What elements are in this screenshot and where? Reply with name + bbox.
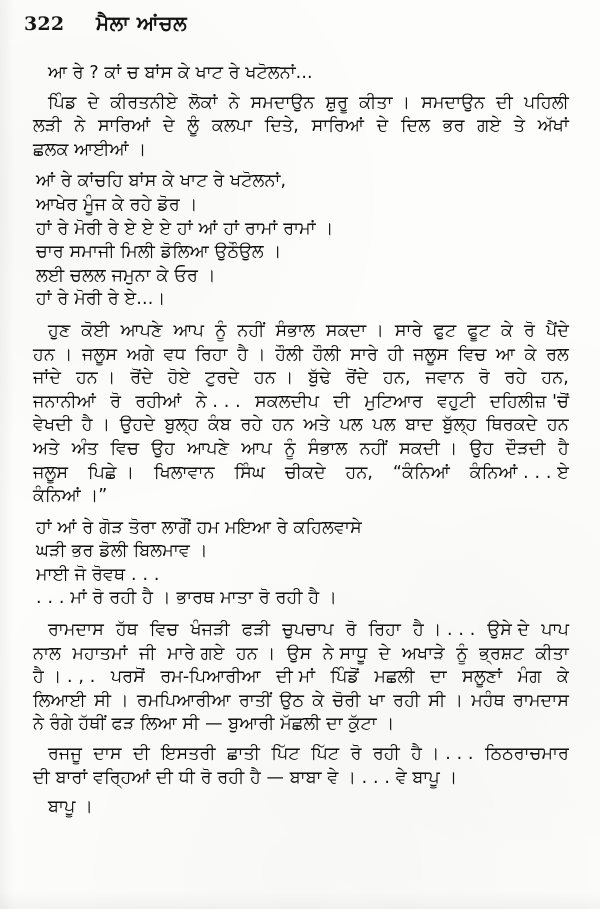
text-line bbox=[33, 391, 569, 415]
text-word: ਬੁੱਢੇ bbox=[308, 368, 331, 389]
text-word: ਜਵਾਨ bbox=[425, 368, 465, 389]
text-word: ਉਠ bbox=[279, 690, 304, 711]
text-word: ਬੁਲ੍ਹ bbox=[164, 415, 199, 436]
text-line bbox=[33, 743, 569, 767]
text-word: ਅੰਤ bbox=[71, 438, 99, 459]
text-word: ਹੈ । . . . bbox=[412, 620, 476, 641]
text-word: ਮਹੰਥ bbox=[471, 690, 505, 711]
text-word: ਅਖਾੜੇ bbox=[401, 643, 445, 664]
text-word: ਨਹੀਂ bbox=[359, 438, 387, 459]
text-word: ਹਨ, bbox=[383, 368, 411, 389]
text-word: ਕੰਬ bbox=[207, 415, 231, 436]
text-word: ਠਿਠਰਾਚਮਾਰ bbox=[484, 744, 569, 765]
text-word: ਇਸਤਰੀ bbox=[161, 744, 216, 765]
text-word: ਕੀਤਾ । bbox=[359, 92, 411, 113]
text-word: ਨੇ . . . bbox=[195, 391, 241, 412]
text-word: ਸਕਲਦੀਪ bbox=[255, 391, 319, 412]
text-word: ਵਿਚ bbox=[149, 620, 179, 641]
text-line bbox=[33, 462, 569, 486]
text-word: ਪਿਛੇ । bbox=[88, 462, 135, 483]
text-word: ਕਲਪਾ bbox=[211, 116, 253, 137]
scan-edge-shadow-left bbox=[0, 0, 14, 909]
text-line: ਆ ਰੇ ? ਕਾਂ ਚ ਬਾਂਸ ਕੇ ਖਾਟ ਰੇ ਖਟੋਲਨਾਂ... bbox=[48, 63, 313, 83]
text-word: ਦਹਿਲੀਜ਼ 'ਚੋਂ bbox=[489, 391, 569, 412]
text-word: ਮਾਰੇ ਗਏ bbox=[167, 643, 225, 664]
text-line: ਬਾਪੂ । bbox=[48, 797, 93, 818]
text-word: ਉਸੇ ਦੇ bbox=[487, 620, 530, 641]
text-word: ਹੁਣ bbox=[48, 320, 71, 341]
block-spacer bbox=[33, 509, 569, 517]
verse-line: ਆਂ ਰੇ ਕਾਂਚਹਿ ਬਾਂਸ ਕੇ ਖਾਟ ਰੇ ਖਟੋਲਨਾਂ, bbox=[36, 171, 287, 192]
text-word: ਪਰਸੋਂ bbox=[110, 667, 145, 688]
text-word: ਰਿਹਾ bbox=[368, 620, 401, 641]
text-word: ਹੋਏ bbox=[167, 368, 191, 389]
text-word: ਸਕਦੀ । bbox=[399, 438, 458, 459]
text-word: ਦੀ ਮਾਂ bbox=[276, 667, 316, 688]
text-line: ਛਲਕ ਆਈਆਂ । bbox=[33, 139, 147, 160]
text-word: ਉਹਦੇ bbox=[119, 415, 155, 436]
text-word: ਹੈ । . . . bbox=[411, 744, 474, 765]
text-word: ਰਹੇ bbox=[240, 415, 263, 436]
block-spacer bbox=[33, 162, 569, 170]
text-word: ਨੂੰ bbox=[214, 320, 227, 341]
text-word: ਕੋਈ bbox=[81, 320, 110, 341]
verse-line: ਹਾਂ ਰੇ ਮੋਰੀ ਰੇ ਏ ਏ ਏ ਹਾਂ ਆਂ ਹਾਂ ਰਾਮਾਂ ਰਾਮਾਂ । bbox=[36, 218, 334, 239]
text-word: ਦਿਲ bbox=[400, 116, 431, 137]
text-line bbox=[33, 344, 569, 368]
text-word: ਸਾਰਿਆਂ bbox=[311, 116, 364, 137]
text-word: ਉਹ bbox=[151, 438, 175, 459]
text-word: ਰਹੇ bbox=[504, 368, 527, 389]
text-word: ਦੌੜਦੀ bbox=[505, 438, 546, 459]
text-word: ਪੈਂਦੇ bbox=[545, 320, 569, 341]
text-word: ਉਹ bbox=[469, 438, 494, 459]
text-word: ਰੋਂਦੇ bbox=[345, 368, 369, 389]
text-line bbox=[33, 92, 569, 116]
text-word: ਪਿੱਟ bbox=[310, 744, 340, 765]
text-word: ਅਤੇ bbox=[303, 415, 330, 436]
verse-line: ਮਾਈ ਜੋ ਰੋਵਥ . . . bbox=[36, 564, 160, 585]
text-word: ਹਨ bbox=[272, 415, 294, 436]
text-word: ਸਮਦਾਉਨ bbox=[421, 92, 485, 113]
text-word: ਰਜਜੂ bbox=[48, 744, 82, 765]
text-word: ਪਿੱਟ bbox=[271, 744, 300, 765]
text-word: ਹੈ । bbox=[81, 415, 111, 436]
text-word: ਬਾਦ bbox=[405, 415, 433, 436]
text-word: ਹਨ bbox=[546, 415, 569, 436]
text-word: ਸੰਭਾਲ bbox=[308, 438, 348, 459]
text-word: ਹਨ । bbox=[253, 368, 294, 389]
text-word: ਰੋ bbox=[345, 620, 357, 641]
text-word: ਸਕਦਾ । bbox=[325, 320, 384, 341]
text-word: ਪਾਪ bbox=[541, 620, 569, 641]
text-word: ਰੋ bbox=[524, 320, 535, 341]
text-word: ਦੀ bbox=[333, 391, 351, 412]
text-word: ਕੰਨਿਆਂ . . . ਏ bbox=[469, 462, 569, 483]
text-word: ਦੀ bbox=[496, 92, 513, 113]
text-word: ਕੀਰਤਨੀਏ bbox=[110, 92, 178, 113]
text-word: ਸਲੂਣਾਂ bbox=[462, 667, 503, 688]
text-word: ਫੁਟ bbox=[433, 320, 457, 341]
running-head bbox=[0, 13, 600, 43]
text-word: ਸਾਰੇ bbox=[394, 320, 423, 341]
text-word: ਰਾਮਦਾਸ bbox=[513, 690, 569, 711]
block-spacer bbox=[33, 611, 569, 619]
text-word: ਹੌਲੀ bbox=[275, 344, 304, 365]
text-word: ਰੋਂਦੇ bbox=[130, 368, 153, 389]
text-word: ਕੇ bbox=[556, 667, 569, 688]
text-word: ਹੌਲੀ bbox=[312, 344, 341, 365]
text-line bbox=[33, 414, 569, 438]
verse-line: ਘੜੀ ਭਰ ਡੋਲੀ ਬਿਲਮਾਵ । bbox=[36, 541, 208, 562]
text-word: ਅਗੇ bbox=[126, 344, 155, 365]
text-word: ਨੇ bbox=[74, 116, 86, 137]
text-word: ਰਹੀ bbox=[393, 690, 421, 711]
text-word: ਹੈ । bbox=[237, 344, 266, 365]
text-word: ਚੀਕਦੇ bbox=[284, 462, 326, 483]
text-line bbox=[33, 320, 569, 344]
paragraph-block bbox=[33, 796, 569, 820]
paragraph-block bbox=[33, 743, 569, 790]
text-word: ਰਹੀਆਂ bbox=[135, 391, 182, 412]
verse-block bbox=[33, 170, 569, 312]
text-word: ਦੇ bbox=[376, 116, 389, 137]
text-word: ਸੰਭਾਲ bbox=[275, 320, 315, 341]
text-word: ਰੋ bbox=[110, 391, 122, 412]
text-word: ਜਲੂਸ bbox=[81, 344, 118, 365]
text-line: ਨੇ ਰੰਗੇ ਹੱਥੀਂ ਫੜ ਲਿਆ ਸੀ — ਬੁਆਰੀ ਮੱਛਲੀ ਦਾ ਕੁੱਟਾ । bbox=[33, 714, 395, 735]
text-word: ਰਮ-ਪਿਆਰੀਆ bbox=[160, 667, 261, 688]
text-word: ਦੇ bbox=[87, 92, 100, 113]
text-word: ਪਹਿਲੀ bbox=[523, 92, 569, 113]
verse-line: . . . ਮਾਂ ਰੋ ਰਹੀ ਹੈ । ਭਾਰਥ ਮਾਤਾ ਰੋ ਰਹੀ ਹੈ । bbox=[36, 588, 337, 609]
text-word: ਰੋ bbox=[350, 744, 362, 765]
text-line bbox=[33, 690, 569, 714]
text-word: ਸਿੰਘ bbox=[234, 462, 265, 483]
text-word: ਵਧ bbox=[163, 344, 186, 365]
text-word: ਜਲੂਸ bbox=[413, 344, 449, 365]
text-word: ਛਾਤੀ bbox=[227, 744, 261, 765]
verse-line: ਹਾਂ ਆਂ ਰੇ ਗੋੜ ਤੋਰਾ ਲਾਗੌਂ ਹਮ ਮਇਆ ਰੇ ਕਹਿਲਵਾਸੇ bbox=[36, 517, 362, 538]
text-word: ਜਾਂਦੇ bbox=[33, 368, 62, 389]
text-line bbox=[33, 367, 569, 391]
text-word: ਸਾਰੇ bbox=[350, 344, 378, 365]
text-word: ਦਾਸ bbox=[93, 744, 122, 765]
text-word: ਰਾਤੀਂ bbox=[238, 690, 272, 711]
text-word: ਚੁਪਚਾਪ bbox=[282, 620, 334, 641]
text-word: ਦੀ bbox=[132, 744, 150, 765]
paragraph-block bbox=[33, 62, 569, 86]
text-word: ਮਛਲੀ bbox=[374, 667, 415, 688]
text-word: ਜੀ bbox=[139, 643, 156, 664]
text-word: ਹਨ, bbox=[541, 368, 569, 389]
text-word: ਸਾਰਿਆਂ bbox=[97, 116, 151, 137]
text-word: ਰਾਮਦਾਸ bbox=[48, 620, 104, 641]
text-word: ਦਾ bbox=[430, 667, 447, 688]
text-word: ਕੇ bbox=[312, 690, 325, 711]
text-word: ਰਿਹਾ bbox=[195, 344, 228, 365]
text-word: ਉਸ bbox=[286, 643, 312, 664]
text-word: ਹਨ, bbox=[345, 462, 374, 483]
text-line: ਕੰਨਿਆਂ ।” bbox=[33, 486, 108, 507]
text-line bbox=[33, 666, 569, 690]
text-word: ਲੋਕਾਂ bbox=[188, 92, 218, 113]
text-word: ਹੈ । . , . bbox=[33, 667, 96, 688]
text-word: ਆਪਣੇ bbox=[187, 438, 230, 459]
text-word: ਜਨਾਨੀਆਂ bbox=[33, 391, 96, 412]
text-word: ਆਪ bbox=[173, 320, 204, 341]
paragraph-block bbox=[33, 92, 569, 163]
text-word: ਆ bbox=[495, 344, 515, 365]
text-word: ਨਾਲ bbox=[33, 643, 61, 664]
text-word: ਚੋਰੀ bbox=[332, 690, 361, 711]
text-word: ਕੇ bbox=[501, 320, 514, 341]
text-word: ਪਲ bbox=[372, 415, 396, 436]
verse-line: ਲਈ ਚਲਲ ਜਮੁਨਾ ਕੇ ਓਰ । bbox=[36, 265, 216, 286]
text-line: ਦੀ ਬਾਰਾਂ ਵਰ੍ਹਿਆਂ ਦੀ ਧੀ ਰੋ ਰਹੀ ਹੈ — ਬਾਬਾ ਵੇ । . . . ਵੇ ਬਾਪੂ । bbox=[33, 767, 458, 788]
text-word: ਸ਼ੁਰੂ bbox=[325, 92, 349, 113]
text-word: ਨੇ ਸਾਧੂ bbox=[322, 643, 368, 664]
text-word: ਆਪਣੇ bbox=[120, 320, 163, 341]
text-word: ਨਹੀਂ bbox=[237, 320, 265, 341]
paragraph-block bbox=[33, 320, 569, 509]
text-word: ਦੇ bbox=[378, 643, 391, 664]
text-word: ਗਏ bbox=[477, 116, 502, 137]
text-word: ਦਿਤੇ, bbox=[264, 116, 299, 137]
text-word: ਭਰ bbox=[442, 116, 465, 137]
text-word: ਨੂੰ bbox=[284, 438, 296, 459]
text-word: ਖਾ bbox=[368, 690, 385, 711]
text-word: ਸਮਦਾਉਨ bbox=[250, 92, 315, 113]
verse-line: ਆਖੇਰ ਮੂੰਜ ਕੇ ਰਹੇ ਡੋਰ । bbox=[36, 194, 198, 215]
text-word: ਮਹਾਤਮਾਂ bbox=[72, 643, 128, 664]
text-word: ਵਿਚ bbox=[110, 438, 139, 459]
text-line bbox=[33, 619, 569, 643]
text-word: ਲਿਆਈ bbox=[33, 690, 86, 711]
text-word: ਖਿਲਾਵਾਨ bbox=[153, 462, 215, 483]
text-word: ਮੰਗ bbox=[517, 667, 542, 688]
text-word: ਫੂਟ bbox=[467, 320, 491, 341]
text-word: ਰਹੀ bbox=[372, 744, 400, 765]
text-word: ਸੀ । bbox=[94, 690, 129, 711]
text-word: ਜਲੂਸ bbox=[33, 462, 69, 483]
text-word: ਮੁਟਿਆਰ bbox=[364, 391, 423, 412]
text-word: ਸੀ । bbox=[428, 690, 463, 711]
text-word: ਥਿਰਕਦੇ bbox=[485, 415, 538, 436]
text-word: ਬੁੱਲ੍ਹ bbox=[442, 415, 477, 436]
text-word: ਹੀ bbox=[387, 344, 404, 365]
verse-line: ਹਾਂ ਰੇ ਮੋਰੀ ਰੇ ਏ...। bbox=[36, 289, 166, 310]
text-word: ਟੁਰਦੇ bbox=[205, 368, 240, 389]
text-line bbox=[33, 115, 569, 139]
block-spacer bbox=[33, 312, 569, 320]
scan-edge-shadow-bottom bbox=[0, 891, 600, 909]
text-word: ਅਤੇ bbox=[33, 438, 60, 459]
text-word: ਹਨ । bbox=[33, 344, 73, 365]
text-word: ਕੇ bbox=[524, 344, 537, 365]
text-word: ਪਲ bbox=[339, 415, 363, 436]
text-word: ਵਹੁਟੀ bbox=[437, 391, 476, 412]
text-word: ਲੜੀ bbox=[33, 116, 62, 137]
text-word: ਦੇ bbox=[162, 116, 175, 137]
text-word: ਨੂੰ bbox=[456, 643, 468, 664]
verse-block bbox=[33, 517, 569, 611]
text-word: ਨੇ bbox=[228, 92, 240, 113]
text-word: ਆਪ bbox=[241, 438, 272, 459]
text-line bbox=[33, 643, 569, 667]
text-word: ਤੇ bbox=[513, 116, 526, 137]
text-line bbox=[33, 438, 569, 462]
text-word: ਪਿੰਡੋਂ bbox=[330, 667, 359, 688]
text-word: ਵੇਖਦੀ bbox=[33, 415, 73, 436]
verse-line: ਚਾਰ ਸਮਾਜੀ ਮਿਲੀ ਡੋਲਿਆ ਉਠੌਉਲ । bbox=[36, 242, 282, 263]
text-word: ਵਿਚ bbox=[457, 344, 487, 365]
text-word: ਕੀਤਾ bbox=[535, 643, 569, 664]
text-word: ਭ੍ਰਸ਼ਟ bbox=[479, 643, 524, 664]
text-word: ਹੱਥ bbox=[115, 620, 138, 641]
page-number: 322 bbox=[24, 13, 65, 35]
book-title-header: ਮੈਲਾ ਆਂਚਲ bbox=[96, 11, 188, 35]
text-word: ਪਿੰਡ bbox=[48, 92, 77, 113]
text-word: ਰਲ bbox=[546, 344, 569, 365]
text-word: ਹਨ । bbox=[75, 368, 116, 389]
paragraph-block bbox=[33, 619, 569, 737]
text-word: ਫੜੀ bbox=[241, 620, 271, 641]
text-word: ਰੋ bbox=[478, 368, 490, 389]
text-word: ਹਨ । bbox=[235, 643, 276, 664]
text-word: ਹੈ bbox=[558, 438, 569, 459]
text-word: “ਕੰਨਿਆਂ bbox=[392, 462, 450, 483]
text-word: ਖੰਜੜੀ bbox=[190, 620, 230, 641]
text-word: ਅੱਖਾਂ bbox=[537, 116, 569, 137]
text-word: ਲੂੰ bbox=[187, 116, 200, 137]
text-word: ਰਮਪਿਆਰੀਆ bbox=[136, 690, 231, 711]
page-text-body bbox=[33, 62, 569, 820]
